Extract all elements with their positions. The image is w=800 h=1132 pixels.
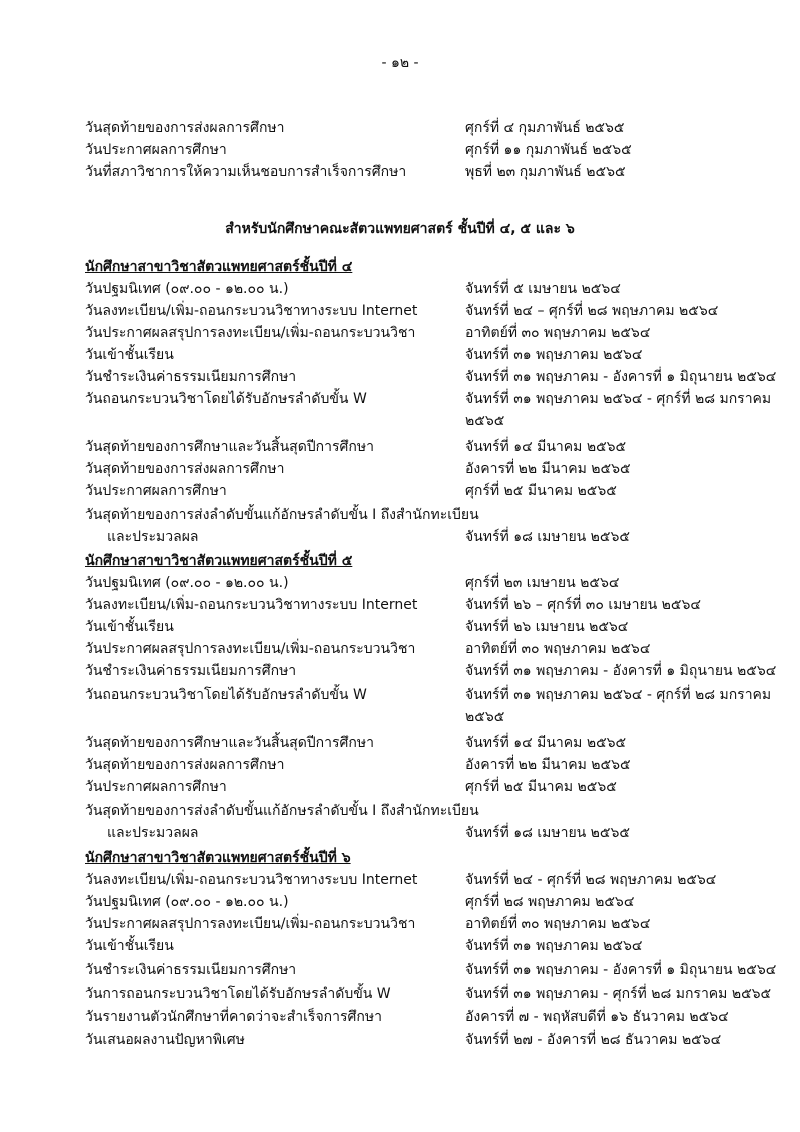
row-date: ศุกร์ที่ ๒๕ มีนาคม ๒๕๖๕ — [465, 779, 617, 795]
row-label: วันประกาศผลสรุปการลงทะเบียน/เพิ่ม-ถอนกระบวนวิชา — [85, 641, 416, 657]
row-date: ศุกร์ที่ ๑๑ กุมภาพันธ์ ๒๕๖๕ — [465, 142, 632, 158]
schedule-row-continuation — [85, 822, 785, 844]
schedule-row — [85, 959, 785, 981]
schedule-row — [85, 366, 785, 388]
schedule-row — [85, 161, 785, 183]
year4-heading: นักศึกษาสาขาวิชาสัตวแพทยศาสตร์ชั้นปีที่ ๔ — [85, 259, 353, 275]
schedule-row — [85, 1029, 785, 1051]
row-label: วันเข้าชั้นเรียน — [85, 619, 174, 635]
schedule-row-continuation — [85, 410, 785, 432]
schedule-row — [85, 732, 785, 754]
row-date: จันทร์ที่ ๓๑ พฤษภาคม ๒๕๖๔ — [465, 938, 643, 954]
row-label: วันปฐมนิเทศ (๐๙.๐๐ - ๑๒.๐๐ น.) — [85, 575, 289, 591]
row-date: อาทิตย์ที่ ๓๐ พฤษภาคม ๒๕๖๔ — [465, 916, 651, 932]
row-date: อังคารที่ ๒๒ มีนาคม ๒๕๖๕ — [465, 757, 631, 773]
schedule-row — [85, 480, 785, 502]
row-date: ศุกร์ที่ ๒๕ มีนาคม ๒๕๖๕ — [465, 483, 617, 499]
row-label: วันสุดท้ายของการส่งผลการศึกษา — [85, 461, 285, 477]
schedule-row — [85, 935, 785, 957]
row-date: จันทร์ที่ ๒๖ – ศุกร์ที่ ๓๐ เมษายน ๒๕๖๔ — [465, 597, 701, 613]
year5-heading: นักศึกษาสาขาวิชาสัตวแพทยศาสตร์ชั้นปีที่ ๕ — [85, 553, 353, 569]
schedule-row — [85, 139, 785, 161]
row-label: วันลงทะเบียน/เพิ่ม-ถอนกระบวนวิชาทางระบบ Internet — [85, 597, 418, 613]
schedule-row — [85, 913, 785, 935]
row-date: อาทิตย์ที่ ๓๐ พฤษภาคม ๒๕๖๔ — [465, 641, 651, 657]
row-label: วันประกาศผลสรุปการลงทะเบียน/เพิ่ม-ถอนกระบวนวิชา — [85, 325, 416, 341]
row-label: วันสุดท้ายของการส่งผลการศึกษา — [85, 757, 285, 773]
row-date-continued: ๒๕๖๕ — [465, 413, 505, 429]
row-date: จันทร์ที่ ๓๑ พฤษภาคม ๒๕๖๔ - ศุกร์ที่ ๒๘ มกราคม — [465, 391, 772, 407]
schedule-row — [85, 504, 785, 526]
row-date: จันทร์ที่ ๑๘ เมษายน ๒๕๖๕ — [465, 825, 630, 841]
schedule-row — [85, 344, 785, 366]
schedule-row — [85, 983, 785, 1005]
row-date: จันทร์ที่ ๕ เมษายน ๒๕๖๔ — [465, 281, 621, 297]
row-label: วันที่สภาวิชาการให้ความเห็นชอบการสำเร็จการศึกษา — [85, 164, 407, 180]
schedule-row — [85, 300, 785, 322]
row-label: วันสุดท้ายของการศึกษาและวันสิ้นสุดปีการศึกษา — [85, 735, 374, 751]
schedule-row — [85, 572, 785, 594]
schedule-row — [85, 638, 785, 660]
row-label: วันถอนกระบวนวิชาโดยได้รับอักษรลำดับขั้น W — [85, 687, 367, 703]
row-label: วันประกาศผลสรุปการลงทะเบียน/เพิ่ม-ถอนกระบวนวิชา — [85, 916, 416, 932]
schedule-row — [85, 117, 785, 139]
row-label: วันการถอนกระบวนวิชาโดยได้รับอักษรลำดับขั้น W — [85, 986, 391, 1002]
row-date: จันทร์ที่ ๑๘ เมษายน ๒๕๖๕ — [465, 529, 630, 545]
row-date: ศุกร์ที่ ๒๘ พฤษภาคม ๒๕๖๔ — [465, 894, 635, 910]
row-date: จันทร์ที่ ๒๔ - ศุกร์ที่ ๒๘ พฤษภาคม ๒๕๖๔ — [465, 872, 717, 888]
row-label: วันรายงานตัวนักศึกษาที่คาดว่าจะสำเร็จการศึกษา — [85, 1009, 382, 1025]
row-date: จันทร์ที่ ๒๖ เมษายน ๒๕๖๔ — [465, 619, 629, 635]
schedule-row — [85, 616, 785, 638]
row-date: จันทร์ที่ ๓๑ พฤษภาคม - ศุกร์ที่ ๒๘ มกราคม ๒๕๖๕ — [465, 986, 772, 1002]
page-number: - ๑๒ - — [381, 55, 419, 71]
row-date: จันทร์ที่ ๓๑ พฤษภาคม ๒๕๖๔ — [465, 347, 643, 363]
row-date: จันทร์ที่ ๓๑ พฤษภาคม - อังคารที่ ๑ มิถุนายน ๒๕๖๔ — [465, 962, 777, 978]
row-label: วันสุดท้ายของการส่งลำดับขั้นแก้อักษรลำดับขั้น I ถึงสำนักทะเบียน — [85, 507, 479, 523]
row-date: จันทร์ที่ ๒๗ - อังคารที่ ๒๘ ธันวาคม ๒๕๖๔ — [465, 1032, 722, 1048]
schedule-row — [85, 776, 785, 798]
schedule-row — [85, 754, 785, 776]
row-label-continued: และประมวลผล — [107, 529, 199, 545]
row-label: วันชำระเงินค่าธรรมเนียมการศึกษา — [85, 663, 297, 679]
schedule-row — [85, 436, 785, 458]
section-title: สำหรับนักศึกษาคณะสัตวแพทยศาสตร์ ชั้นปีที่ ๔, ๕ และ ๖ — [225, 221, 575, 237]
schedule-row — [85, 660, 785, 682]
row-date: จันทร์ที่ ๓๑ พฤษภาคม - อังคารที่ ๑ มิถุนายน ๒๕๖๔ — [465, 663, 777, 679]
schedule-row — [85, 869, 785, 891]
schedule-row — [85, 278, 785, 300]
row-date: จันทร์ที่ ๑๔ มีนาคม ๒๕๖๕ — [465, 735, 627, 751]
row-label: วันปฐมนิเทศ (๐๙.๐๐ - ๑๒.๐๐ น.) — [85, 281, 289, 297]
row-date: พุธที่ ๒๓ กุมภาพันธ์ ๒๕๖๕ — [465, 164, 626, 180]
schedule-row-continuation — [85, 526, 785, 548]
row-date: อังคารที่ ๗ - พฤหัสบดีที่ ๑๖ ธันวาคม ๒๕๖๔ — [465, 1009, 729, 1025]
row-date-continued: ๒๕๖๕ — [465, 709, 505, 725]
row-label: วันชำระเงินค่าธรรมเนียมการศึกษา — [85, 369, 297, 385]
row-label: วันลงทะเบียน/เพิ่ม-ถอนกระบวนวิชาทางระบบ Internet — [85, 872, 418, 888]
row-date: ศุกร์ที่ ๒๓ เมษายน ๒๕๖๔ — [465, 575, 620, 591]
row-label: วันเข้าชั้นเรียน — [85, 347, 174, 363]
schedule-row — [85, 891, 785, 913]
schedule-row — [85, 594, 785, 616]
schedule-row — [85, 800, 785, 822]
row-label: วันประกาศผลการศึกษา — [85, 779, 227, 795]
row-label: วันถอนกระบวนวิชาโดยได้รับอักษรลำดับขั้น W — [85, 391, 367, 407]
row-label: วันลงทะเบียน/เพิ่ม-ถอนกระบวนวิชาทางระบบ Internet — [85, 303, 418, 319]
schedule-row — [85, 388, 785, 410]
schedule-row — [85, 1006, 785, 1028]
row-label: วันประกาศผลการศึกษา — [85, 142, 227, 158]
row-label: วันสุดท้ายของการศึกษาและวันสิ้นสุดปีการศึกษา — [85, 439, 374, 455]
row-label: วันปฐมนิเทศ (๐๙.๐๐ - ๑๒.๐๐ น.) — [85, 894, 289, 910]
row-label: วันสุดท้ายของการส่งผลการศึกษา — [85, 120, 285, 136]
year6-heading: นักศึกษาสาขาวิชาสัตวแพทยศาสตร์ชั้นปีที่ ๖ — [85, 850, 351, 866]
row-date: จันทร์ที่ ๓๑ พฤษภาคม - อังคารที่ ๑ มิถุนายน ๒๕๖๔ — [465, 369, 777, 385]
row-date: อังคารที่ ๒๒ มีนาคม ๒๕๖๕ — [465, 461, 631, 477]
schedule-row — [85, 322, 785, 344]
row-date: ศุกร์ที่ ๔ กุมภาพันธ์ ๒๕๖๕ — [465, 120, 625, 136]
schedule-row — [85, 684, 785, 706]
row-label: วันเข้าชั้นเรียน — [85, 938, 174, 954]
row-label: วันสุดท้ายของการส่งลำดับขั้นแก้อักษรลำดับขั้น I ถึงสำนักทะเบียน — [85, 803, 479, 819]
schedule-row-continuation — [85, 706, 785, 728]
schedule-row — [85, 458, 785, 480]
row-date: จันทร์ที่ ๑๔ มีนาคม ๒๕๖๕ — [465, 439, 627, 455]
row-date: จันทร์ที่ ๒๔ – ศุกร์ที่ ๒๘ พฤษภาคม ๒๕๖๔ — [465, 303, 719, 319]
row-label: วันประกาศผลการศึกษา — [85, 483, 227, 499]
row-label-continued: และประมวลผล — [107, 825, 199, 841]
row-label: วันเสนอผลงานปัญหาพิเศษ — [85, 1032, 245, 1048]
row-date: อาทิตย์ที่ ๓๐ พฤษภาคม ๒๕๖๔ — [465, 325, 651, 341]
row-label: วันชำระเงินค่าธรรมเนียมการศึกษา — [85, 962, 297, 978]
row-date: จันทร์ที่ ๓๑ พฤษภาคม ๒๕๖๔ - ศุกร์ที่ ๒๘ มกราคม — [465, 687, 772, 703]
